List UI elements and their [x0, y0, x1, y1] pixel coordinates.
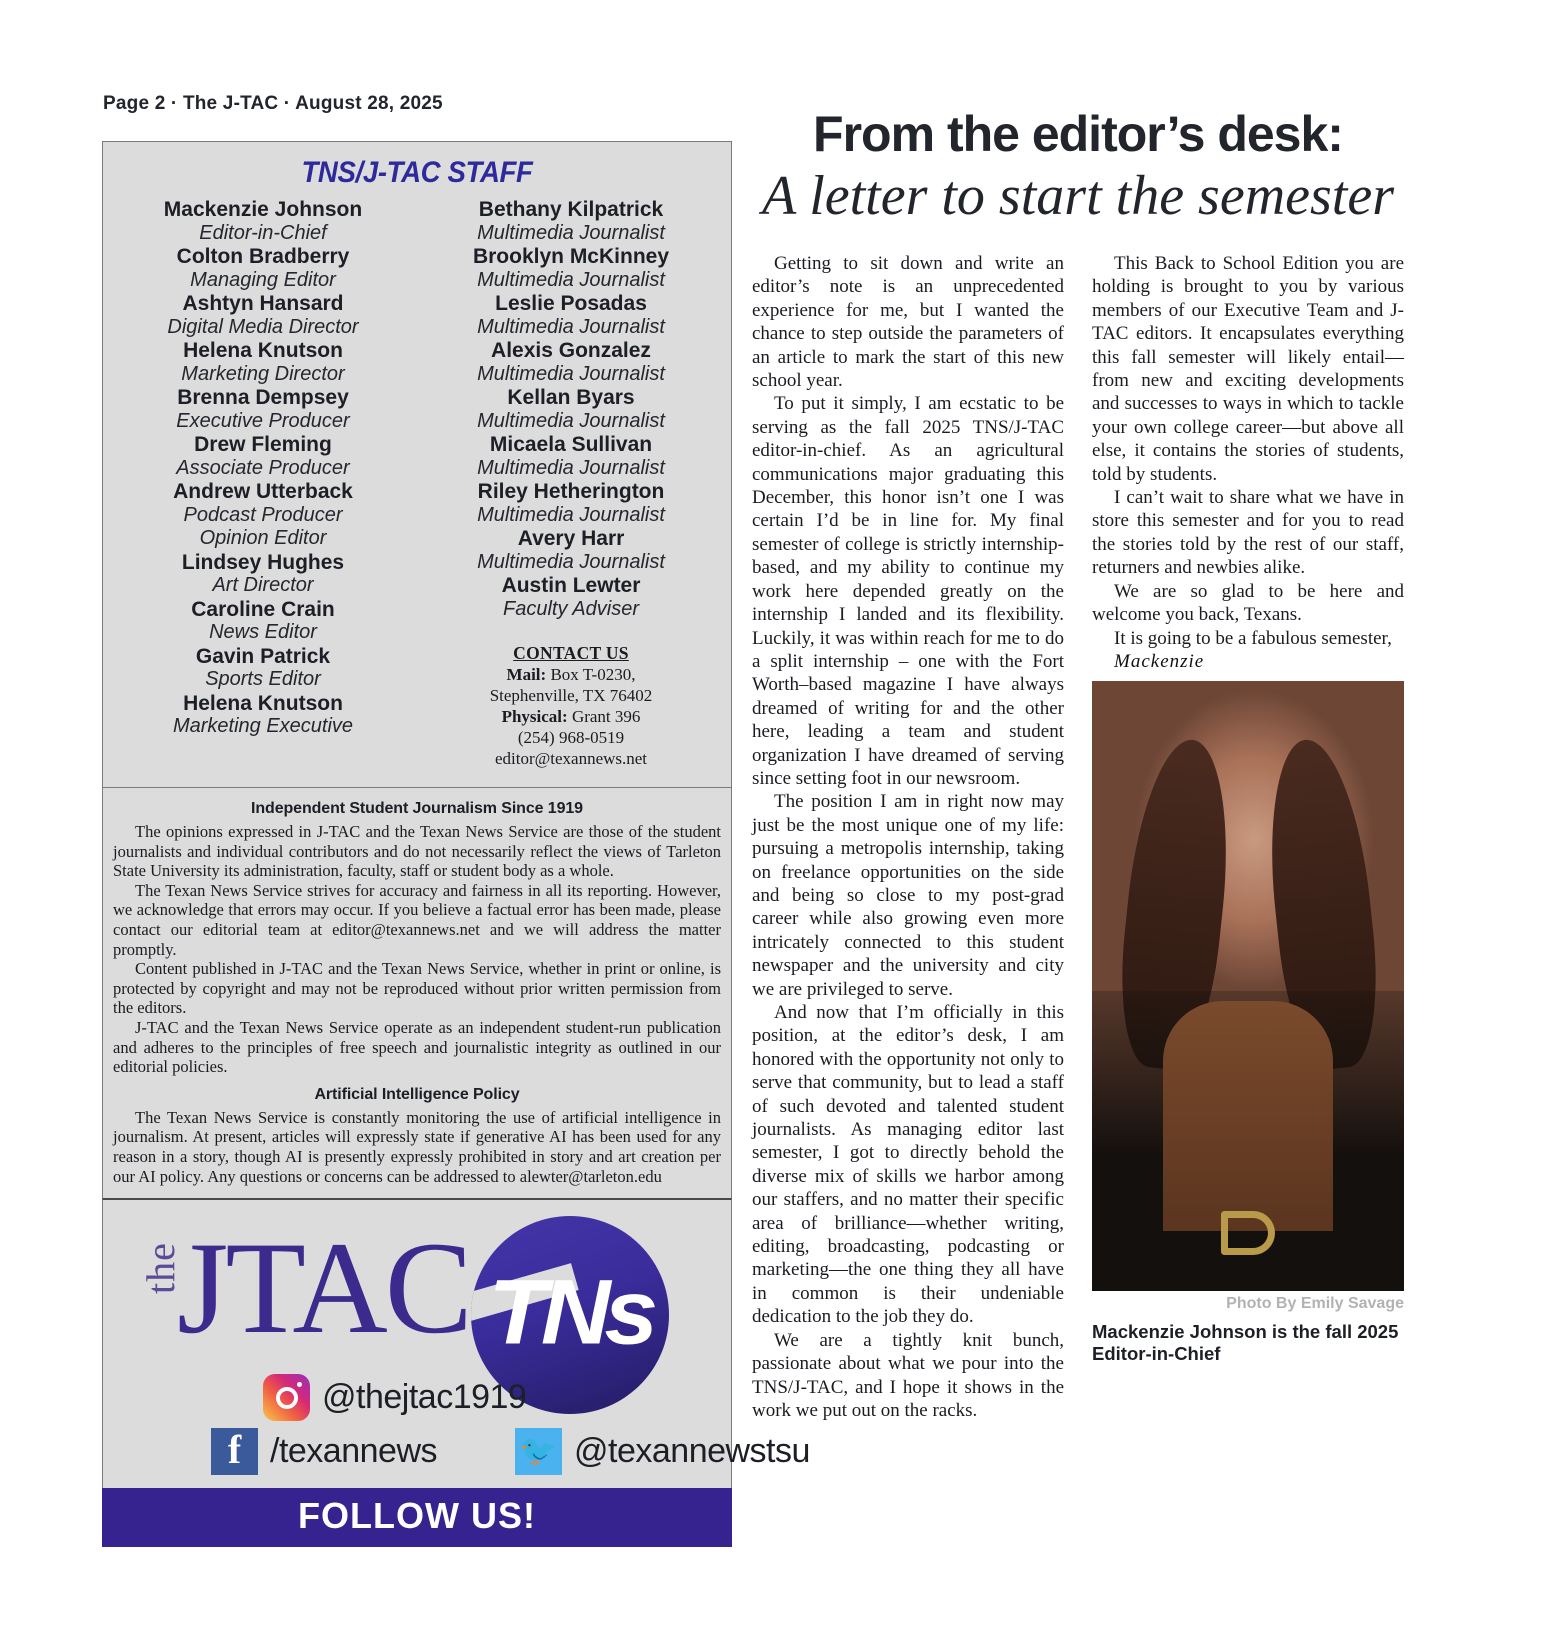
twitter-row[interactable]: [515, 1428, 810, 1475]
contact-physical-value: Grant 396: [571, 707, 641, 726]
contact-physical-label: Physical:: [501, 707, 568, 726]
facebook-row[interactable]: [211, 1428, 437, 1475]
staff-name: Ashtyn Hansard: [182, 292, 344, 315]
staff-role: Associate Producer: [176, 456, 350, 479]
facebook-icon[interactable]: f: [211, 1428, 258, 1475]
staff-name: Helena Knutson: [183, 339, 343, 362]
contact-email[interactable]: editor@texannews.net: [494, 749, 648, 768]
article-paragraph: It is going to be a fabulous semester,: [1114, 627, 1392, 649]
staff-name: Leslie Posadas: [495, 292, 647, 315]
policy-paragraph: Content published in J-TAC and the Texan News Service, whether in print or online, is protected by copyright and may not be reproduced without prior written permission from the editors.: [113, 959, 721, 1018]
branding-block: [102, 1198, 810, 1488]
contact-heading: CONTACT US: [513, 643, 629, 663]
staff-role: Multimedia Journalist: [477, 409, 665, 432]
policy-paragraph: The opinions expressed in J-TAC and the Texan News Service are those of the student journalists and individual contributors and do not necessarily reflect the views of Tarleton State University its administration, faculty, staff or student body as a whole.: [113, 822, 721, 881]
staff-name: Helena Knutson: [183, 691, 343, 715]
staff-box-title: TNS/J-TAC STAFF: [301, 156, 533, 189]
article-paragraph: I can’t wait to share what we have in store this semester and for you to read the stories told by the rest of our staff, returners and newbies alike.: [1092, 487, 1404, 579]
staff-role: Multimedia Journalist: [477, 315, 665, 338]
contact-mail-city: Stephenville, TX 76402: [489, 686, 653, 705]
staff-role: Multimedia Journalist: [477, 362, 665, 385]
staff-role: Multimedia Journalist: [477, 456, 665, 479]
staff-role: Digital Media Director: [167, 315, 359, 338]
staff-list-left: [109, 198, 417, 769]
staff-role: Multimedia Journalist: [477, 221, 665, 244]
article-paragraph: Getting to sit down and write an editor’s note is an unprecedented experience for me, but I wanted the chance to step outside the parameters of an article to mark the start of this new school year.: [752, 253, 1064, 392]
staff-role: Podcast Producer: [183, 503, 343, 526]
staff-role: Sports Editor: [205, 668, 321, 690]
staff-name: Austin Lewter: [501, 574, 641, 597]
contact-mail-label: Mail:: [506, 665, 547, 684]
contact-phone: (254) 968-0519: [517, 728, 625, 747]
instagram-row[interactable]: [263, 1374, 526, 1421]
jtac-logo: [131, 1214, 491, 1362]
article-paragraph: We are a tightly knit bunch, passionate about what we pour into the TNS/J-TAC, and I hope it shows in the work we put out on the racks.: [752, 1329, 1064, 1421]
editorial-headline: A letter to start the semester: [762, 165, 1394, 227]
jtac-wordmark: JTAC: [177, 1214, 470, 1362]
instagram-handle[interactable]: @thejtac1919: [322, 1378, 527, 1417]
staff-role: Executive Producer: [176, 409, 350, 432]
jtac-the-text: the: [138, 1242, 183, 1295]
contact-mail-line: [417, 664, 725, 685]
editorial-body: [752, 252, 1404, 1432]
staff-role: Marketing Executive: [172, 715, 354, 737]
policy-paragraph: The Texan News Service strives for accuracy and fairness in all its reporting. However, we acknowledge that errors may occur. If you believe a factual error has been made, please contact our editorial team at editor@texannews.net and we will address the matter promptly.: [113, 880, 721, 959]
staff-name: Gavin Patrick: [195, 644, 331, 668]
photo-caption: Mackenzie Johnson is the fall 2025 Editor-in-Chief: [1092, 1321, 1399, 1365]
policy-heading: Independent Student Journalism Since 1919: [251, 800, 583, 817]
staff-role: Managing Editor: [190, 268, 336, 291]
staff-name: Brooklyn McKinney: [472, 245, 670, 268]
staff-box: [102, 141, 732, 787]
staff-name: Bethany Kilpatrick: [478, 198, 664, 221]
tns-wordmark: TNs: [488, 1261, 652, 1364]
ai-policy-heading: Artificial Intelligence Policy: [314, 1085, 520, 1103]
article-paragraph: And now that I’m officially in this position, at the editor’s desk, I am honored with the opportunity not only to serve that community, but to lead a staff of such devoted and talented student journalists. As managing editor last semester, I got to directly behold the diverse mix of skills we harbor among our staffers, and no matter their specific area of brilliance—whether writing, editing, broadcasting, podcasting or marketing—the one thing they all have in common is their undeniable dedication to the job they do.: [752, 1002, 1064, 1328]
staff-role: Editor-in-Chief: [199, 221, 327, 244]
article-paragraph: The position I am in right now may just be the most unique one of my life: pursuing a metropolis internship, taking on freelance opportunities on the side and being so close to my post-grad career while also growing even more intricately connected to this student newspaper and the university and city we are privileged to serve.: [752, 791, 1064, 1000]
facebook-handle[interactable]: /texannews: [270, 1432, 437, 1471]
article-paragraph: To put it simply, I am ecstatic to be serving as the fall 2025 TNS/J-TAC editor-in-chief. As an agricultural communications major graduating this December, this honor isn’t one I was certain I’d be in line for. My final semester of college is strictly internship-based, and my ability to continue my work here depended greatly on the internship I landed and its flexibility. Luckily, it was within reach for me to do a split internship – one with the Fort Worth–based magazine I have always dreamed of writing for and the other here, leading a team and student organization I have dreamed of serving since setting foot in our newsroom.: [752, 393, 1064, 789]
staff-name: Caroline Crain: [191, 597, 335, 621]
instagram-icon[interactable]: [263, 1374, 310, 1421]
staff-role: Marketing Director: [181, 362, 345, 385]
ai-policy-paragraph: The Texan News Service is constantly monitoring the use of artificial intelligence in journalism. At present, articles will expressly state if generative AI has been used for any reason in a story, though AI is presently expressly prohibited in story and art creation per our AI policy. Any questions or concerns can be addressed to alewter@tarleton.edu: [113, 1107, 721, 1186]
policy-block: [102, 787, 732, 1198]
staff-name: Andrew Utterback: [173, 480, 353, 503]
staff-name: Drew Fleming: [194, 433, 332, 456]
editorial-column: [752, 108, 1404, 1432]
staff-role: Opinion Editor: [199, 527, 327, 549]
staff-name: Colton Bradberry: [176, 245, 350, 268]
staff-name: Riley Hetherington: [477, 480, 665, 503]
editor-portrait: [1092, 681, 1404, 1291]
staff-name: Lindsey Hughes: [181, 550, 345, 574]
article-paragraph: This Back to School Edition you are holding is brought to you by various members of our Executive Team and J-TAC editors. It encapsulates everything this fall semester will likely entail—from new and exciting developments and successes to ways in which to tackle your own college career—but above all else, it contains the stories of students, told by students.: [1092, 253, 1404, 485]
staff-role: Multimedia Journalist: [477, 268, 665, 291]
staff-role: Multimedia Journalist: [477, 550, 665, 573]
twitter-icon[interactable]: 🐦: [515, 1428, 562, 1475]
staff-name: Micaela Sullivan: [489, 433, 653, 456]
twitter-handle[interactable]: @texannewstsu: [574, 1432, 810, 1471]
staff-name: Mackenzie Johnson: [163, 198, 363, 221]
staff-role: Multimedia Journalist: [477, 503, 665, 526]
staff-name: Kellan Byars: [507, 386, 635, 409]
staff-name: Alexis Gonzalez: [491, 339, 651, 362]
contact-mail-value: Box T-0230,: [550, 665, 636, 684]
follow-us-banner[interactable]: FOLLOW US!: [102, 1488, 732, 1547]
staff-name: Avery Harr: [517, 527, 625, 550]
masthead-column: [102, 141, 810, 1547]
article-paragraph: We are so glad to be here and welcome you back, Texans.: [1092, 580, 1404, 626]
contact-block: [417, 643, 725, 769]
policy-paragraph: J-TAC and the Texan News Service operate as an independent student-run publication and adheres to the principles of free speech and journalistic integrity as outlined in our editorial policies.: [113, 1017, 721, 1077]
photo-credit: Photo By Emily Savage: [1226, 1295, 1404, 1313]
page-folio: Page 2 · The J-TAC · August 28, 2025: [103, 93, 443, 114]
staff-name: Brenna Dempsey: [177, 386, 349, 409]
editorial-kicker: From the editor’s desk:: [813, 106, 1343, 162]
staff-role: News Editor: [209, 621, 317, 643]
contact-physical-line: [417, 706, 725, 727]
staff-list-right: [417, 198, 725, 769]
staff-role: Faculty Adviser: [503, 597, 639, 620]
editor-photo-block: [1092, 681, 1404, 1365]
staff-role: Art Director: [212, 574, 314, 596]
editor-signature: Mackenzie: [1114, 650, 1205, 672]
